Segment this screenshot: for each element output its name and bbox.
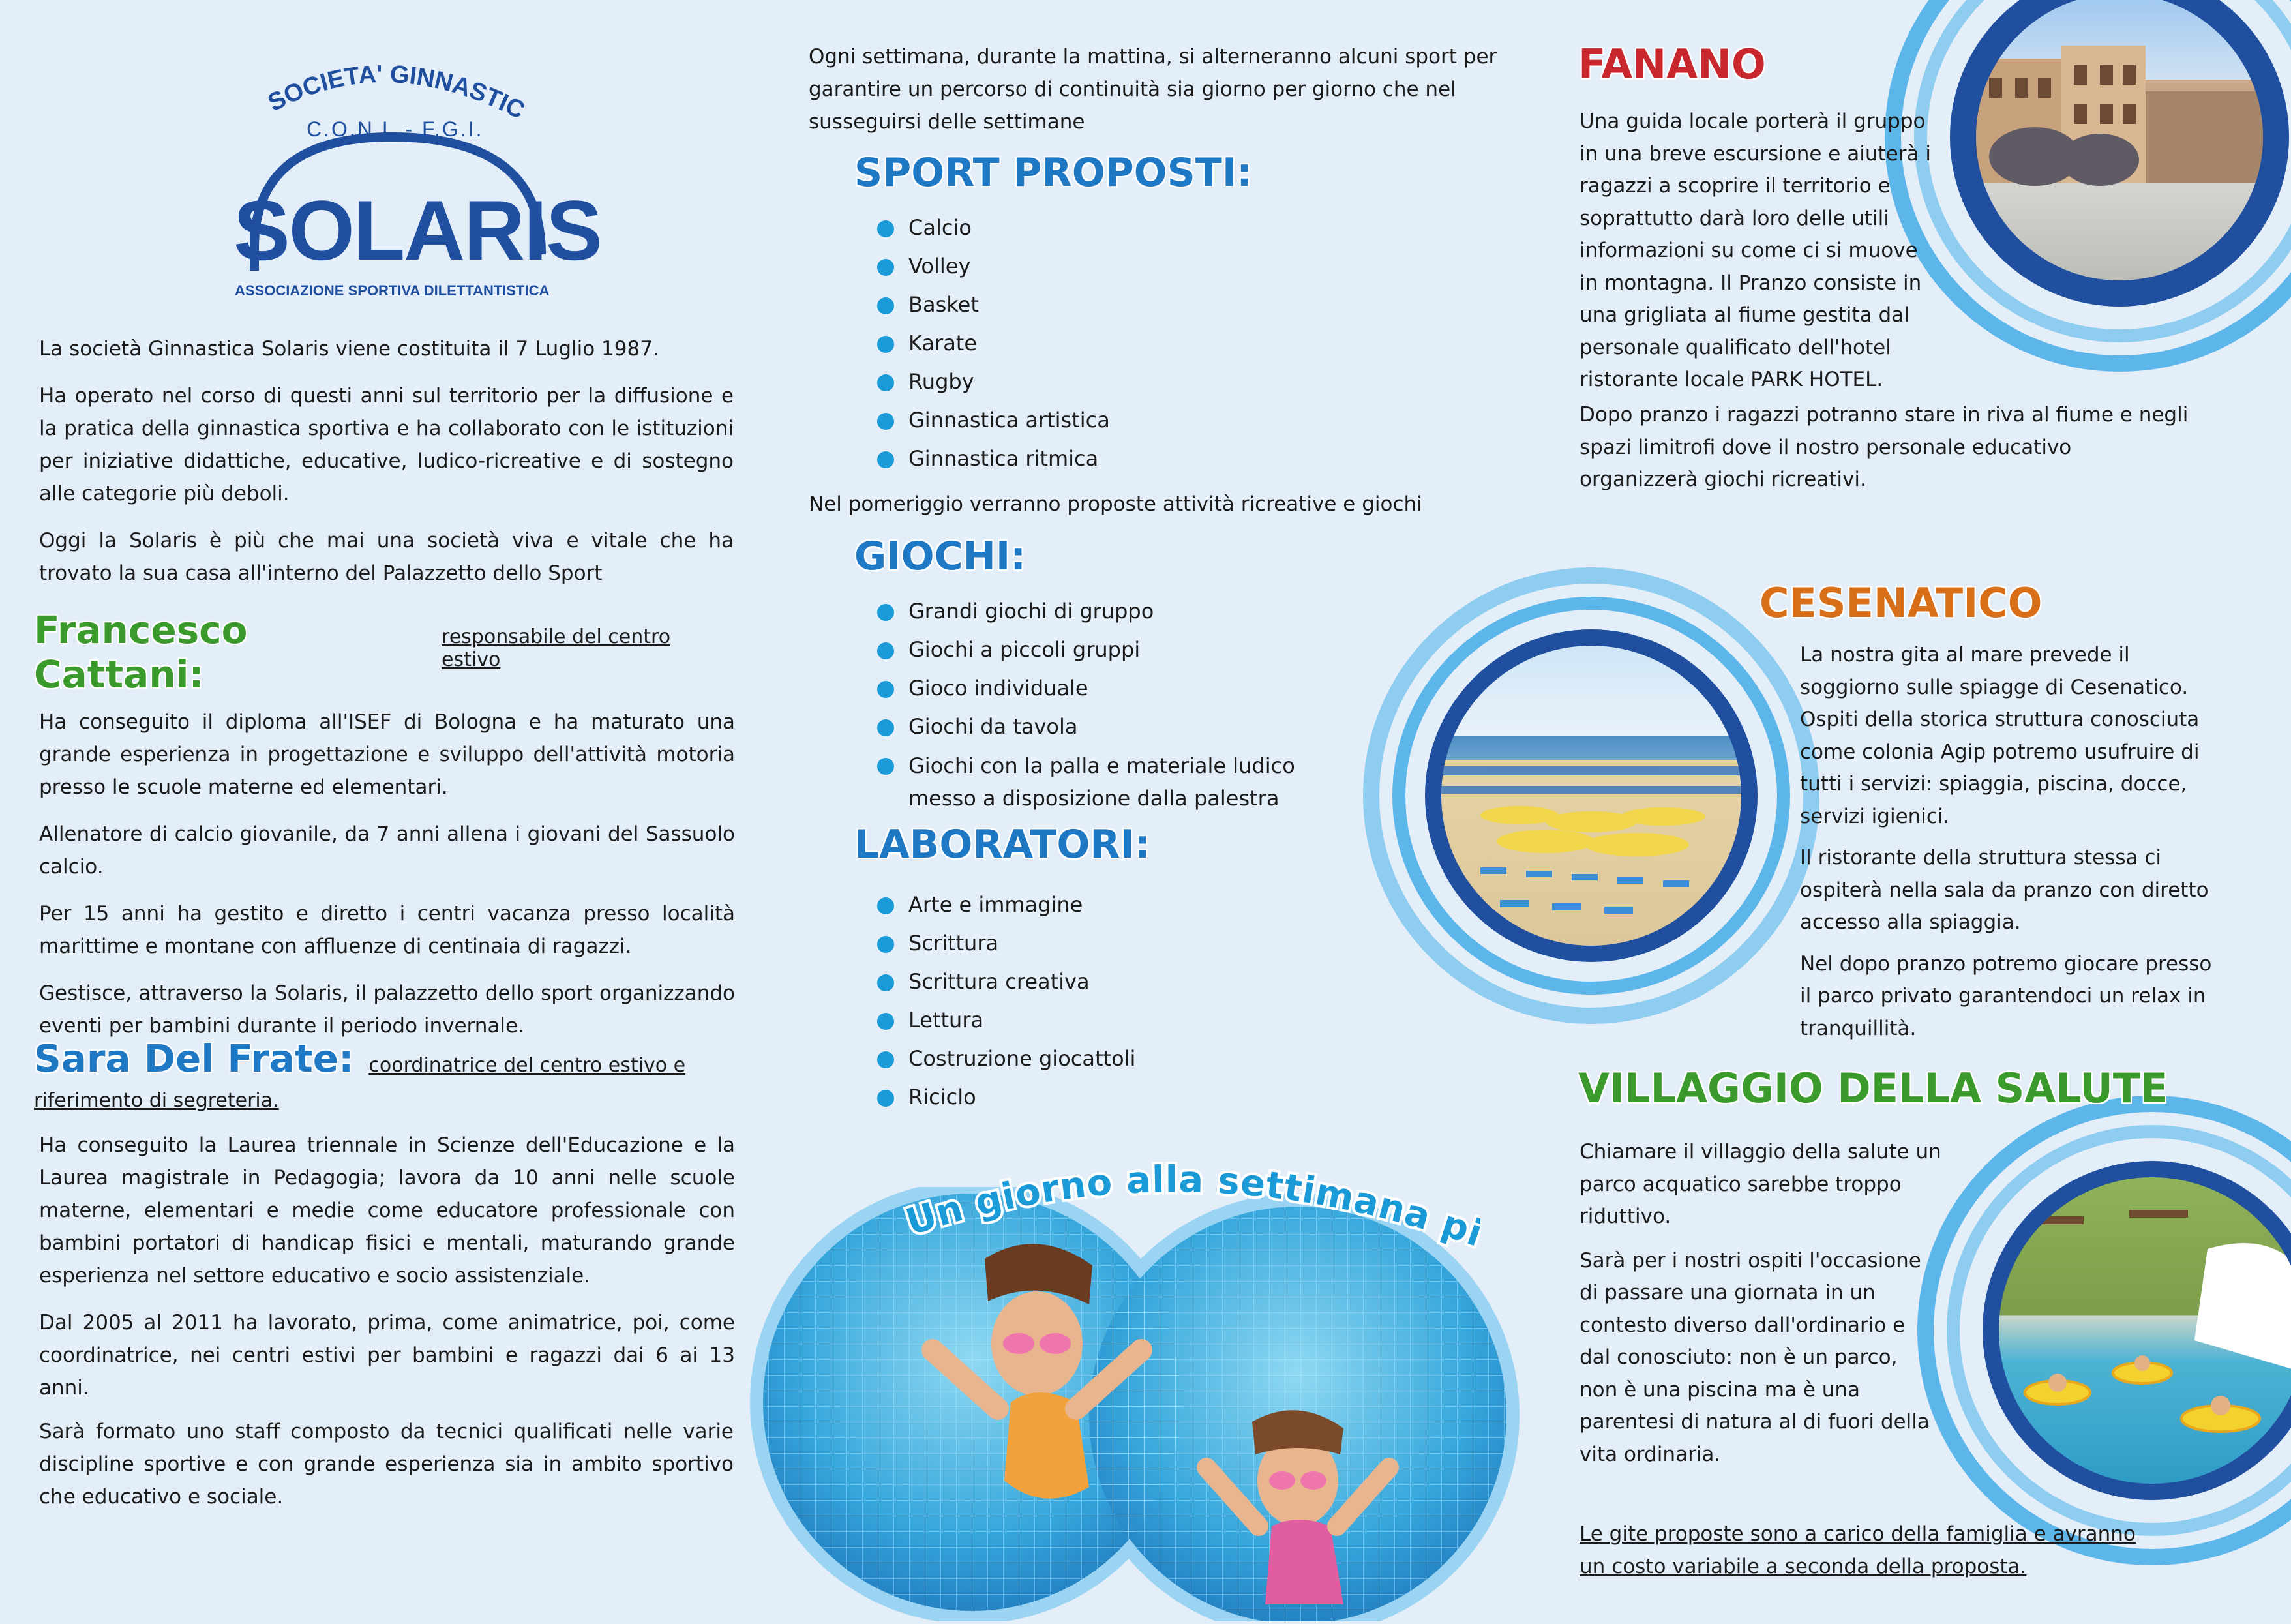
- list-item: Scrittura creativa: [877, 963, 1135, 1001]
- bullet-icon: [877, 374, 894, 391]
- list-item: Karate: [877, 324, 1110, 363]
- person-name: Francesco Cattani:: [34, 608, 248, 697]
- person-paragraph: Gestisce, attraverso la Solaris, il palazzetto dello sport organizzando eventi per bambini durante il periodo invernale.: [39, 982, 735, 1038]
- list-item: Giochi a piccoli gruppi: [877, 631, 1360, 669]
- list-item: Volley: [877, 247, 1110, 286]
- beach-icon: [1441, 646, 1741, 946]
- bullet-icon: [877, 974, 894, 991]
- list-item: Giochi da tavola: [877, 708, 1360, 746]
- bullet-icon: [877, 336, 894, 353]
- list-item: Arte e immagine: [877, 886, 1135, 924]
- fanano-paragraph: Una guida locale porterà il gruppo in una breve escursione e aiuterà i ragazzi a scoprire il territorio e soprattutto darà loro delle utili informazioni su come ci si muove in montagna. Il Pranzo consiste in una grigliata al fiume gestita dal personale qualificato dell'hotel ristorante locale PARK HOTEL.: [1580, 110, 1931, 391]
- person-role: responsabile del centro estivo: [442, 625, 671, 671]
- sport-title: SPORT PROPOSTI:: [854, 150, 1253, 196]
- intro-paragraph: La società Ginnastica Solaris viene costituita il 7 Luglio 1987.: [39, 337, 659, 361]
- person-role: coordinatrice del centro estivo e riferimento di segreteria.: [34, 1054, 686, 1112]
- list-item: Grandi giochi di gruppo: [877, 592, 1360, 631]
- villaggio-paragraph: Chiamare il villaggio della salute un parco acquatico sarebbe troppo riduttivo.: [1580, 1140, 1941, 1228]
- bullet-icon: [877, 681, 894, 698]
- logo-subtitle: ASSOCIAZIONE SPORTIVA DILETTANTISTICA: [235, 282, 550, 299]
- bullet-icon: [877, 936, 894, 953]
- list-item: Costruzione giocattoli: [877, 1040, 1135, 1078]
- person-francesco: [34, 608, 735, 1057]
- solaris-logo: [215, 39, 601, 313]
- intro-block: [39, 333, 734, 604]
- cesenatico-title: CESENATICO: [1759, 579, 2043, 627]
- fanano-title: FANANO: [1578, 40, 1766, 88]
- list-item: Ginnastica ritmica: [877, 440, 1110, 478]
- logo-coni: C.O.N.I. - F.G.I.: [307, 117, 484, 141]
- cesenatico-paragraph: La nostra gita al mare prevede il soggiorno sulle spiagge di Cesenatico. Ospiti della storica struttura conosciuta come colonia Agip potremo usufruire di tutti i servizi: spiaggia, piscina, docce, servizi igienici.: [1800, 643, 2200, 828]
- svg-text:SOCIETA' GINNASTICA: [215, 39, 529, 125]
- bullet-icon: [877, 259, 894, 276]
- logo-name: SOLARIS: [233, 183, 601, 278]
- list-item: Lettura: [877, 1001, 1135, 1040]
- cesenatico-paragraph: Nel dopo pranzo potremo giocare presso il parco privato garantendoci un relax in tranquillità.: [1800, 952, 2212, 1040]
- lab-list: [877, 886, 1135, 1117]
- villaggio-paragraph: Sarà per i nostri ospiti l'occasione di passare una giornata in un contesto diverso dall'ordinario e dal conosciuto: non è un parco, non è una piscina ma è una parentesi di natura al di fuori della vita ordinaria.: [1580, 1248, 1930, 1466]
- person-paragraph: Per 15 anni ha gestito e diretto i centri vacanza presso località marittime e montane con affluenze di centinaia di ragazzi.: [39, 902, 735, 958]
- bullet-icon: [877, 758, 894, 775]
- trip-cost-note: Le gite proposte sono a carico della famiglia e avranno un costo variabile a seconda della proposta.: [1580, 1522, 2136, 1578]
- list-item: Basket: [877, 286, 1110, 324]
- sport-list: [877, 209, 1110, 478]
- logo-arc-text: SOCIETA' GINNASTIC: [263, 61, 530, 125]
- list-item: Scrittura: [877, 924, 1135, 963]
- person-paragraph: Dal 2005 al 2011 ha lavorato, prima, come animatrice, poi, come coordinatrice, nei centri estivi per bambini e ragazzi dai 6 ai 13 anni.: [39, 1311, 735, 1400]
- person-paragraph: Allenatore di calcio giovanile, da 7 anni allena i giovani del Sassuolo calcio.: [39, 822, 735, 879]
- person-sara: [34, 1036, 735, 1419]
- svg-text:Un giorno alla settimana pisci: [893, 1148, 1480, 1256]
- bullet-icon: [877, 297, 894, 314]
- person-paragraph: Ha conseguito il diploma all'ISEF di Bologna e ha maturato una grande esperienza in progettazione e sviluppo dell'attività motoria presso le scuole materne ed elementari.: [39, 710, 735, 799]
- staff-paragraph: Sarà formato uno staff composto da tecnici qualificati nelle varie discipline sportive e con grande esperienza sia in ambito sportivo che educativo e sociale.: [39, 1420, 734, 1509]
- intro-paragraph: Ha operato nel corso di questi anni sul territorio per la diffusione e la pratica della ginnastica sportiva e ha collaborato con le istituzioni per iniziative didattiche, educative, ludico-ricreative e di sostegno alle categorie più deboli.: [39, 384, 734, 505]
- pool-title: [893, 1148, 1480, 1259]
- lab-title: LABORATORI:: [854, 822, 1150, 867]
- bullet-icon: [877, 413, 894, 430]
- person-name: Sara Del Frate:: [34, 1036, 354, 1081]
- list-item: Rugby: [877, 363, 1110, 401]
- list-item: Calcio: [877, 209, 1110, 247]
- bullet-icon: [877, 1090, 894, 1107]
- cesenatico-paragraph: Il ristorante della struttura stessa ci ospiterà nella sala da pranzo con diretto accesso alla spiaggia.: [1800, 846, 2209, 934]
- town-square-icon: [1976, 0, 2263, 280]
- intro-paragraph: Oggi la Solaris è più che mai una società viva e vitale che ha trovato la sua casa all'interno del Palazzetto dello Sport: [39, 529, 734, 585]
- villaggio-text: [1580, 1136, 1941, 1485]
- list-item: Giochi con la palla e materiale ludico messo a disposizione dalla palestra: [877, 746, 1360, 815]
- bullet-icon: [877, 897, 894, 914]
- list-item: Gioco individuale: [877, 669, 1360, 708]
- villaggio-photo: [1999, 1177, 2291, 1484]
- bullet-icon: [877, 719, 894, 736]
- afternoon-text: Nel pomeriggio verranno proposte attività ricreative e giochi: [809, 492, 1422, 516]
- person-paragraph: Ha conseguito la Laurea triennale in Scienze dell'Educazione e la Laurea magistrale in Pedagogia; lavora da 10 anni nelle scuole materne, elementari e medie come educatore professionale con bambini portatori di handicap fisici e mentali, maturando grande esperienza nel settore educativo e socio assistenziale.: [39, 1134, 735, 1287]
- giochi-title: GIOCHI:: [854, 534, 1026, 579]
- middle-intro: Ogni settimana, durante la mattina, si alterneranno alcuni sport per garantire un percorso di continuità sia giorno per giorno che nel susseguirsi delle settimane: [809, 45, 1497, 134]
- bullet-icon: [877, 642, 894, 659]
- villaggio-title: VILLAGGIO DELLA SALUTE: [1578, 1064, 2168, 1112]
- bullet-icon: [877, 604, 894, 621]
- bullet-icon: [877, 451, 894, 468]
- water-park-icon: [1999, 1177, 2291, 1484]
- list-item: Riciclo: [877, 1078, 1135, 1117]
- cesenatico-text: [1800, 639, 2217, 1059]
- fanano-paragraph-2: Dopo pranzo i ragazzi potranno stare in riva al fiume e negli spazi limitrofi dove il nostro personale educativo organizzerà giochi ricreativi.: [1580, 403, 2189, 491]
- cesenatico-photo: [1441, 646, 1741, 946]
- bullet-icon: [877, 1013, 894, 1030]
- fanano-text: [1580, 106, 1932, 402]
- bullet-icon: [877, 220, 894, 237]
- bullet-icon: [877, 1051, 894, 1068]
- giochi-list: [877, 592, 1360, 815]
- list-item: Ginnastica artistica: [877, 401, 1110, 440]
- pool-title-text: Un giorno alla settimana p: [901, 1158, 1476, 1252]
- fanano-photo: [1976, 0, 2263, 280]
